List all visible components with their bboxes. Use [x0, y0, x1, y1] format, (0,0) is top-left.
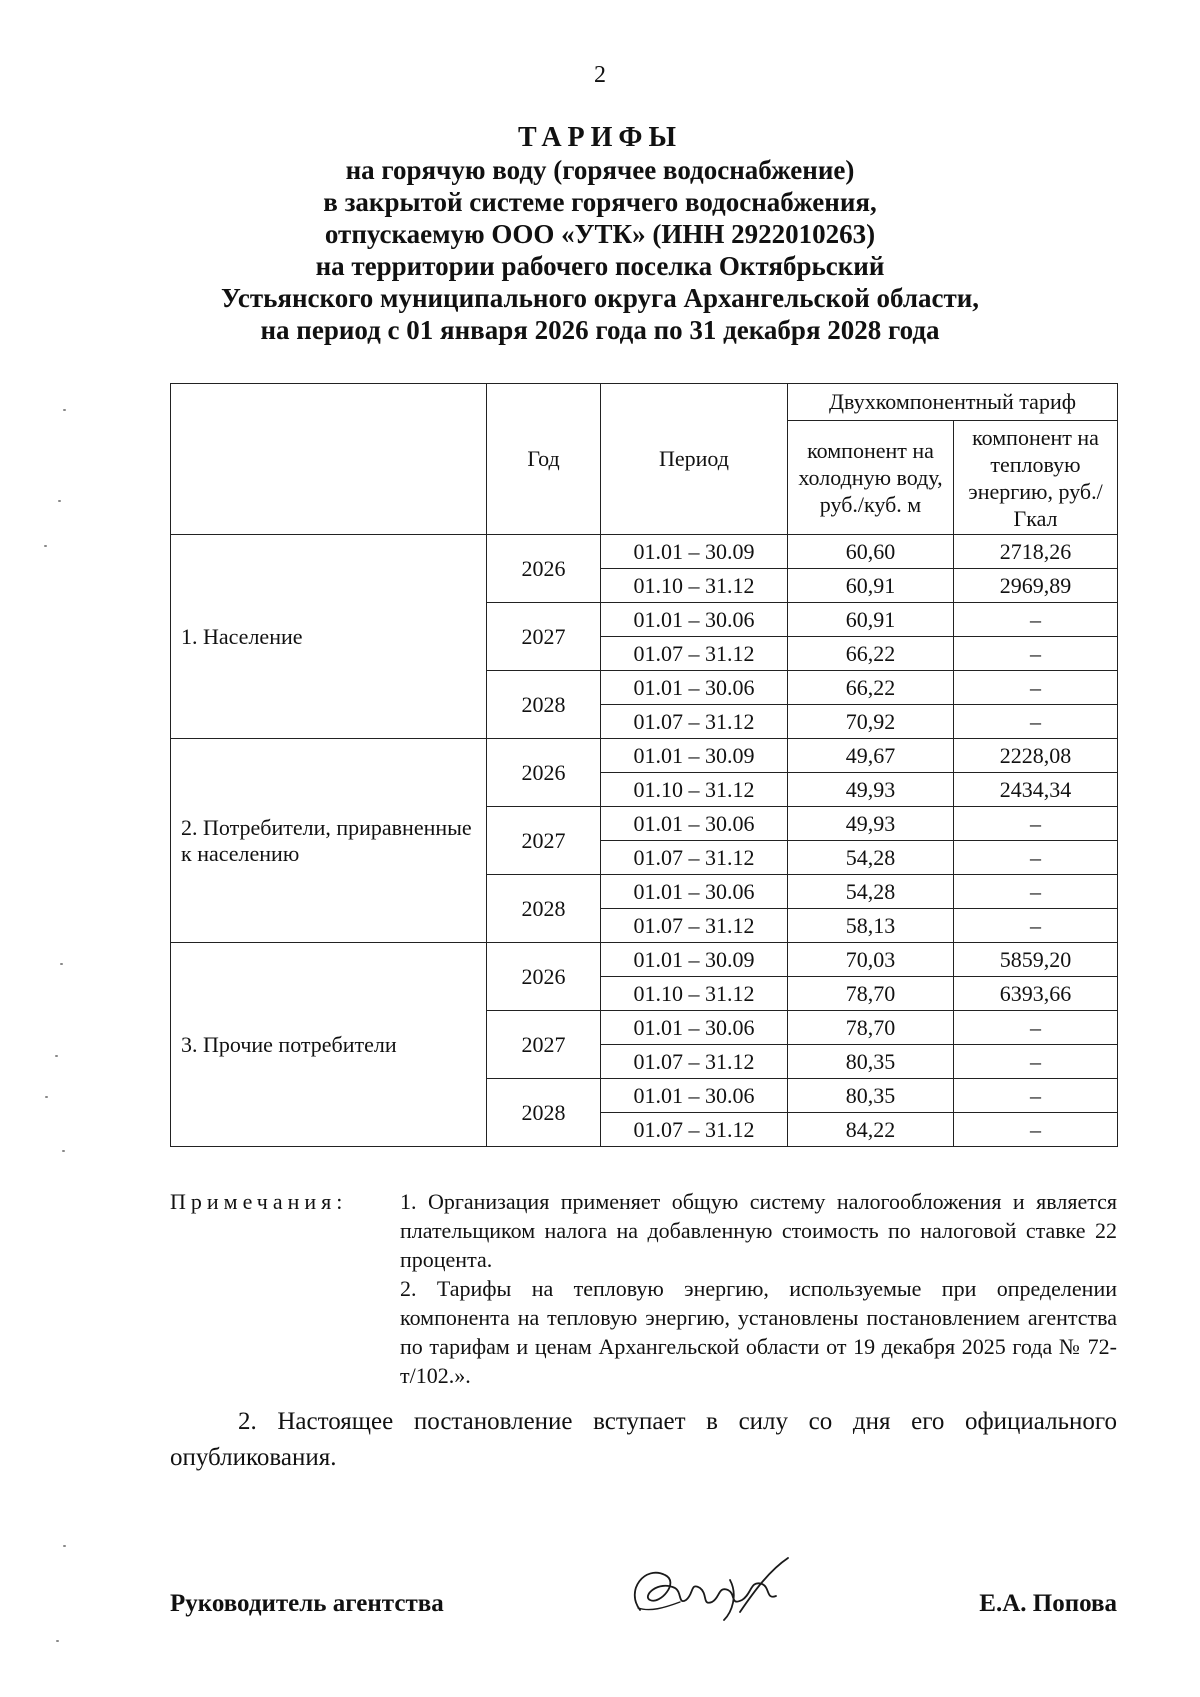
year-cell: 2027	[487, 1011, 601, 1079]
heat-cell: –	[954, 1011, 1118, 1045]
cold-water-cell: 49,67	[788, 739, 954, 773]
scan-speck	[62, 1150, 65, 1152]
scan-speck	[56, 1640, 59, 1642]
cold-water-cell: 60,60	[788, 535, 954, 569]
period-cell: 01.10 – 31.12	[601, 977, 788, 1011]
period-cell: 01.10 – 31.12	[601, 773, 788, 807]
heat-cell: –	[954, 1113, 1118, 1147]
cold-water-cell: 60,91	[788, 569, 954, 603]
title-line-4: отпускаемую ООО «УТК» (ИНН 2922010263)	[324, 219, 876, 249]
category-cell: 1. Население	[171, 535, 487, 739]
header-year: Год	[487, 384, 601, 535]
category-cell: 2. Потребители, приравненные к населению	[171, 739, 487, 943]
period-cell: 01.01 – 30.06	[601, 807, 788, 841]
cold-water-cell: 54,28	[788, 841, 954, 875]
page-number: 2	[594, 62, 606, 88]
period-cell: 01.01 – 30.09	[601, 943, 788, 977]
period-cell: 01.07 – 31.12	[601, 1113, 788, 1147]
header-two-component: Двухкомпонентный тариф	[788, 384, 1118, 421]
title-line-3: в закрытой системе горячего водоснабжения,	[323, 187, 877, 217]
year-cell: 2026	[487, 739, 601, 807]
heat-cell: 2718,26	[954, 535, 1118, 569]
handwritten-signature	[620, 1550, 800, 1630]
cold-water-cell: 70,92	[788, 705, 954, 739]
cold-water-cell: 66,22	[788, 637, 954, 671]
cold-water-cell: 49,93	[788, 807, 954, 841]
period-cell: 01.07 – 31.12	[601, 1045, 788, 1079]
period-cell: 01.01 – 30.06	[601, 671, 788, 705]
period-cell: 01.07 – 31.12	[601, 841, 788, 875]
cold-water-cell: 80,35	[788, 1079, 954, 1113]
document-title	[100, 122, 1100, 346]
cold-water-cell: 66,22	[788, 671, 954, 705]
table-row	[171, 535, 1118, 569]
year-cell: 2028	[487, 1079, 601, 1147]
cold-water-cell: 49,93	[788, 773, 954, 807]
heat-cell: –	[954, 637, 1118, 671]
year-cell: 2027	[487, 807, 601, 875]
year-cell: 2027	[487, 603, 601, 671]
title-line-2: на горячую воду (горячее водоснабжение)	[345, 155, 855, 185]
year-cell: 2026	[487, 535, 601, 603]
signatory-name: Е.А. Попова	[979, 1590, 1117, 1617]
period-cell: 01.01 – 30.06	[601, 603, 788, 637]
year-cell: 2028	[487, 671, 601, 739]
header-heat: компонент на тепловую энергию, руб./Гкал	[954, 421, 1118, 535]
cold-water-cell: 80,35	[788, 1045, 954, 1079]
note-item-2: 2. Тарифы на тепловую энергию, используемые при определении компонента на тепловую энергию, установлены постановлением агентства по тарифам и ценам Архангельской области от 19 декабря 2025 года № 72-т/102.».	[400, 1276, 1117, 1388]
heat-cell: –	[954, 909, 1118, 943]
header-cold-water: компонент на холодную воду, руб./куб. м	[788, 421, 954, 535]
table-row	[171, 943, 1118, 977]
heat-cell: –	[954, 807, 1118, 841]
header-category-cell	[171, 384, 487, 535]
period-cell: 01.07 – 31.12	[601, 705, 788, 739]
header-period: Период	[601, 384, 788, 535]
heat-cell: –	[954, 841, 1118, 875]
period-cell: 01.07 – 31.12	[601, 637, 788, 671]
heat-cell: 2228,08	[954, 739, 1118, 773]
heat-cell: –	[954, 705, 1118, 739]
table-row	[171, 739, 1118, 773]
heat-cell: –	[954, 875, 1118, 909]
period-cell: 01.01 – 30.09	[601, 535, 788, 569]
cold-water-cell: 58,13	[788, 909, 954, 943]
title-line-6: Устьянского муниципального округа Архангельской области,	[220, 283, 980, 313]
title-line-5: на территории рабочего поселка Октябрьский	[315, 251, 885, 281]
period-cell: 01.01 – 30.06	[601, 1079, 788, 1113]
clause-paragraph: 2. Настоящее постановление вступает в силу со дня его официального опубликования.	[170, 1408, 1117, 1471]
year-cell: 2026	[487, 943, 601, 1011]
period-cell: 01.01 – 30.06	[601, 1011, 788, 1045]
cold-water-cell: 60,91	[788, 603, 954, 637]
heat-cell: –	[954, 603, 1118, 637]
note-item-1: 1. Организация применяет общую систему налогообложения и является плательщиком налога на добавленную стоимость по налоговой ставке 22 процента.	[400, 1189, 1117, 1272]
scan-speck	[60, 963, 63, 965]
scan-speck	[58, 500, 61, 502]
period-cell: 01.01 – 30.09	[601, 739, 788, 773]
tariff-table	[170, 383, 1118, 1147]
heat-cell: 2434,34	[954, 773, 1118, 807]
heat-cell: –	[954, 1045, 1118, 1079]
scan-speck	[44, 545, 47, 547]
period-cell: 01.07 – 31.12	[601, 909, 788, 943]
heat-cell: 2969,89	[954, 569, 1118, 603]
heat-cell: 5859,20	[954, 943, 1118, 977]
category-cell: 3. Прочие потребители	[171, 943, 487, 1147]
heat-cell: –	[954, 671, 1118, 705]
period-cell: 01.01 – 30.06	[601, 875, 788, 909]
scan-speck	[63, 1545, 66, 1547]
heat-cell: –	[954, 1079, 1118, 1113]
year-cell: 2028	[487, 875, 601, 943]
scan-speck	[45, 1096, 48, 1098]
cold-water-cell: 78,70	[788, 1011, 954, 1045]
period-cell: 01.10 – 31.12	[601, 569, 788, 603]
cold-water-cell: 70,03	[788, 943, 954, 977]
cold-water-cell: 54,28	[788, 875, 954, 909]
signatory-role: Руководитель агентства	[170, 1590, 444, 1617]
heat-cell: 6393,66	[954, 977, 1118, 1011]
cold-water-cell: 78,70	[788, 977, 954, 1011]
title-line-1: ТАРИФЫ	[518, 122, 682, 153]
scan-speck	[55, 1055, 58, 1057]
cold-water-cell: 84,22	[788, 1113, 954, 1147]
notes-label: Примечания:	[170, 1189, 348, 1214]
scan-speck	[63, 409, 66, 411]
title-line-7: на период с 01 января 2026 года по 31 декабря 2028 года	[260, 315, 940, 345]
